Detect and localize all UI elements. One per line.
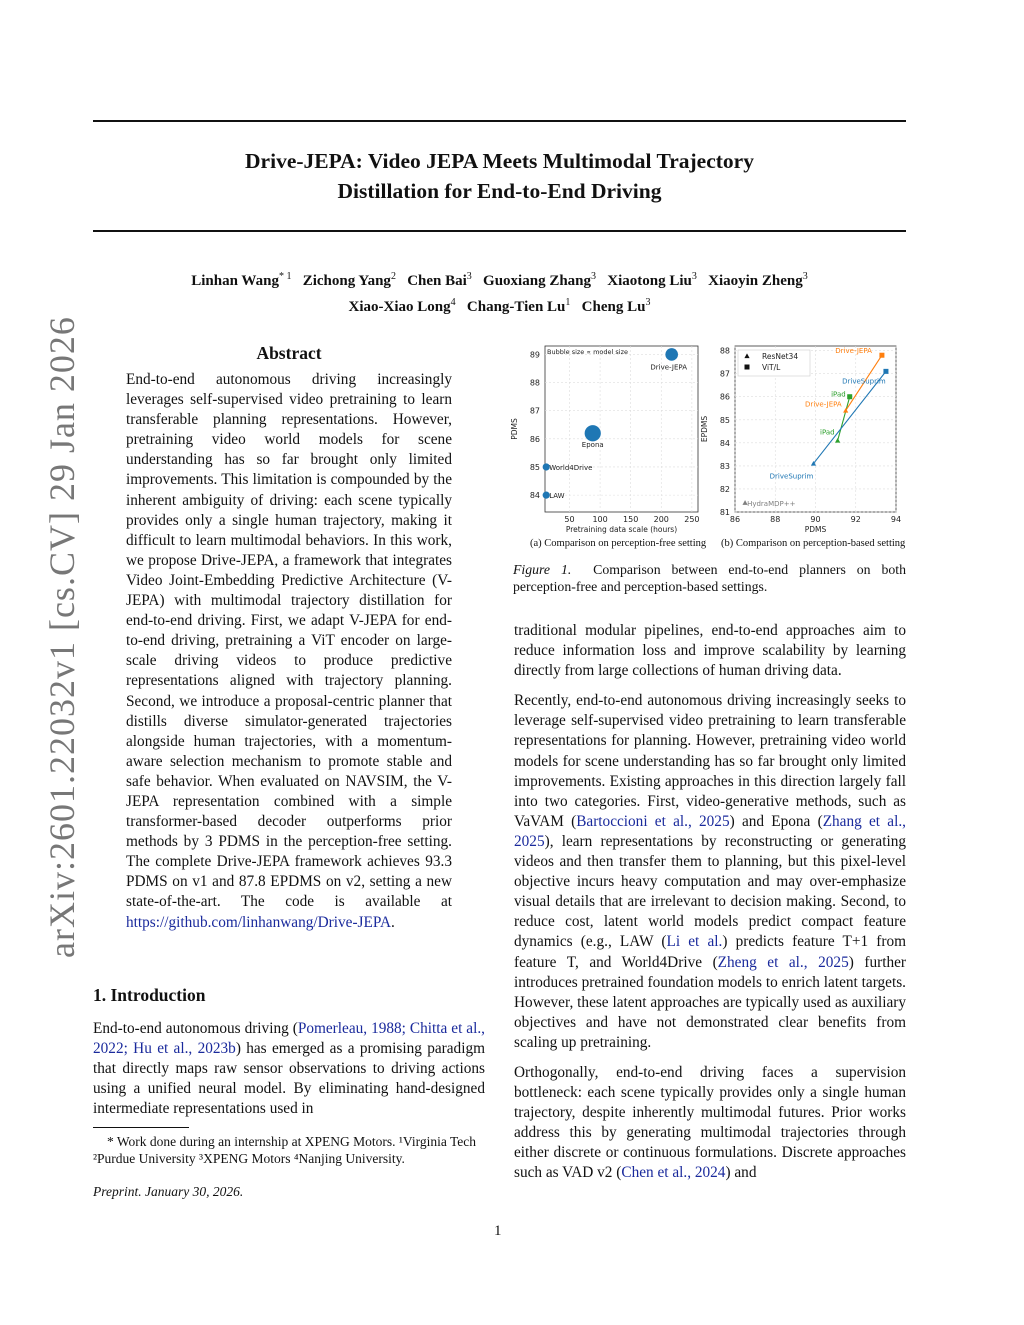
title-top-rule (93, 120, 906, 122)
data-point (835, 438, 840, 443)
x-tick-label: 250 (684, 515, 700, 524)
x-tick-label: 88 (770, 515, 781, 524)
preprint-date: Preprint. January 30, 2026. (93, 1184, 244, 1199)
y-axis-label: PDMS (510, 418, 519, 440)
x-tick-label: 100 (592, 515, 608, 524)
point-label: Epona (581, 441, 604, 450)
y-axis-label: EPDMS (700, 415, 709, 443)
citation-link[interactable]: Li et al. (666, 933, 723, 951)
citation-link[interactable]: Chen et al., 2024 (621, 1164, 726, 1182)
point-label: DriveSuprim (769, 472, 814, 481)
citation-link[interactable]: Bartoccioni et al., 2025 (576, 812, 730, 830)
figure-1b (700, 342, 908, 542)
point-label: DriveSuprim (842, 377, 886, 386)
subcaption-b: (b) Comparison on perception-based setting (721, 538, 906, 549)
data-point (665, 348, 678, 361)
author-name: Zichong Yang (302, 273, 391, 289)
x-tick-label: 86 (729, 515, 741, 524)
figure-label: Figure 1. (513, 562, 572, 577)
chart-perception-based (700, 342, 908, 542)
footnote-rule (93, 1127, 189, 1128)
author-name: Guoxiang Zhang (483, 273, 592, 289)
author-name: Xiaotong Liu (607, 273, 692, 289)
y-tick-label: 81 (719, 508, 730, 517)
y-tick-label: 89 (529, 350, 540, 360)
x-tick-label: 150 (623, 515, 639, 524)
x-tick-label: 94 (890, 515, 902, 524)
subcaption-a: (a) Comparison on perception-free setting (530, 538, 707, 549)
y-tick-label: 84 (529, 491, 540, 501)
paper-title (93, 146, 906, 206)
arxiv-identifier: arXiv:2601.22032v1 [cs.CV] 29 Jan 2026 (42, 316, 82, 958)
x-tick-label: 50 (564, 515, 575, 524)
point-label: LAW (549, 492, 565, 501)
x-axis-label: PDMS (804, 525, 827, 534)
data-point (883, 369, 888, 374)
x-tick-label: 90 (810, 515, 821, 524)
figure-1a (510, 342, 710, 542)
author-name: Xiao-Xiao Long (348, 299, 451, 315)
citation-link[interactable]: Zhang et al., 2025 (514, 812, 906, 850)
y-tick-label: 83 (719, 461, 730, 471)
x-tick-label: 200 (653, 515, 669, 524)
point-label: iPad (820, 428, 835, 437)
y-tick-label: 85 (719, 415, 730, 425)
footnote-affiliations: * Work done during an internship at XPENG Motors. ¹Virginia Tech ²Purdue University ³XPENG Motors ⁴Nanjing University. (93, 1134, 477, 1166)
author-list: Linhan Wang$^{* 1}$ Zichong Yang$^2$ Chen Bai$^3$ Guoxiang Zhang$^3$ Xiaotong Liu$^3$ Xiaoyin Zheng$^3$ Xiao-Xiao Long$^4$ Chang-Tien Lu$^1$ Cheng Lu$^3$ (191, 271, 808, 315)
y-tick-label: 87 (719, 369, 730, 379)
intro-paragraph: End-to-end autonomous driving (Pomerleau, 1988; Chitta et al., 2022; Hu et al., 2023b) has emerged as a promising paradigm that directly maps raw sensor observations to driving actions using a unified neural model. By eliminating hand-designed intermediate representations used in (93, 1020, 485, 1118)
y-tick-label: 86 (529, 434, 540, 444)
legend-label: ViT/L (762, 363, 781, 372)
title-line-2: Distillation for End-to-End Driving (337, 179, 662, 203)
data-point (879, 353, 884, 358)
y-tick-label: 88 (529, 378, 540, 388)
author-name: Linhan Wang (191, 273, 279, 289)
citation-link[interactable]: Zheng et al., 2025 (717, 953, 849, 971)
point-label: Drive-JEPA (650, 363, 688, 372)
title-line-1: Drive-JEPA: Video JEPA Meets Multimodal Trajectory (245, 149, 754, 173)
author-name: Cheng Lu (581, 299, 646, 315)
code-link[interactable]: https://github.com/linhanwang/Drive-JEPA (126, 913, 391, 931)
legend-label: ResNet34 (762, 352, 799, 361)
right-column (514, 621, 906, 1184)
y-tick-label: 84 (719, 438, 730, 448)
abstract-text: End-to-end autonomous driving increasingly leverages self-supervised video pretraining to learn transferable planning representations. However, pretraining video world models for scene understanding has so far brought only limited improvements. This limitation is compounded by the inherent ambiguity of driving: each scene typically provides only a single human trajectory, making it difficult to learn multimodal behaviors. In this work, we propose Drive-JEPA, a framework that integrates Video Joint-Embedding Predictive Architecture (V-JEPA) with multimodal trajectory distillation for end-to-end driving. First, we adapt V-JEPA for end-to-end driving, pretraining a ViT encoder on large-scale driving videos to produce predictive representations aligned with trajectory planning. Second, we introduce a proposal-centric planner that distills diverse simulator-generated trajectories alongside human trajectories, with a momentum-aware selection mechanism to promote stable and safe behavior. When evaluated on NAVSIM, the V-JEPA representation combined with a simple transformer-based decoder outperforms prior methods by 3 PDMS in the perception-free setting. The complete Drive-JEPA framework achieves 93.3 PDMS on v1 and 87.8 EPDMS on v2, setting a new state-of-the-art. The code is available at (126, 371, 452, 911)
y-tick-label: 88 (719, 346, 730, 356)
point-label: Drive-JEPA (805, 400, 842, 409)
point-label: iPad (831, 390, 846, 399)
y-tick-label: 82 (719, 484, 730, 494)
abstract-body: End-to-end autonomous driving increasingly leverages self-supervised video pretraining to learn transferable planning representations. However, pretraining video world models for scene understanding has so far brought only limited improvements. This limitation is compounded by the inherent ambiguity of driving: each scene typically provides only a single human trajectory, making it difficult to learn multimodal behaviors. In this work, we propose Drive-JEPA, a framework that integrates Video Joint-Embedding Predictive Architecture (V-JEPA) with multimodal trajectory distillation for end-to-end driving. First, we adapt V-JEPA for end-to-end driving, pretraining a ViT encoder on large-scale driving videos to produce predictive representations aligned with trajectory planning. Second, we introduce a proposal-centric planner that distills diverse simulator-generated trajectories alongside human trajectories, with a momentum-aware selection mechanism to promote stable and safe behavior. When evaluated on NAVSIM, the V-JEPA representation combined with a simple transformer-based decoder outperforms prior methods by 3 PDMS in the perception-free setting. The complete Drive-JEPA framework achieves 93.3 PDMS on v1 and 87.8 EPDMS on v2, setting a new state-of-the-art. The code is available at https://github.com/linhanwang/Drive-JEPA. (126, 371, 452, 931)
chart-annotation: Bubble size ∝ model size (547, 348, 628, 356)
y-tick-label: 85 (529, 462, 540, 472)
data-point (847, 394, 852, 399)
point-label: HydraMDP++ (747, 499, 796, 508)
paragraph: Recently, end-to-end autonomous driving increasingly seeks to leverage self-supervised video pretraining to learn transferable representations for planning. However, pretraining video world models for scene understanding has so far brought only limited improvements. Existing approaches in this direction largely fall into two categories. First, video-generative methods, such as VaVAM (Bartoccioni et al., 2025) and Epona (Zhang et al., 2025), learn representations by reconstructing or generating videos and then transfer them to planning, but this pixel-level objective incurs heavy computation and may over-emphasize visual details that are irrelevant to decision making. Second, to reduce cost, latent world models predict compact feature dynamics (e.g., LAW (Li et al.) predicts feature T+1 from feature T, and World4Drive (Zheng et al., 2025) further introduces pretrained foundation models to enrich latent targets. However, these latent approaches are typically used as auxiliary objectives and have not demonstrated clear benefits from scaling up pretraining. (514, 692, 906, 1051)
title-bottom-rule (93, 230, 906, 232)
author-name: Chen Bai (407, 273, 467, 289)
abstract-heading: Abstract (256, 343, 322, 363)
chart-perception-free (510, 342, 710, 542)
section-heading-introduction: 1. Introduction (93, 985, 206, 1005)
y-tick-label: 86 (719, 392, 730, 402)
point-label: World4Drive (549, 463, 593, 472)
paragraph: traditional modular pipelines, end-to-end approaches aim to reduce information loss and improve scalability by learning directly from large collections of human driving data. (514, 622, 906, 680)
data-point (585, 425, 601, 441)
point-label: Drive-JEPA (835, 347, 872, 356)
figure-caption: Figure 1. Comparison between end-to-end planners on both perception-free and perception-based settings. (513, 562, 906, 594)
author-name: Chang-Tien Lu (466, 299, 566, 315)
author-name: Xiaoyin Zheng (708, 273, 803, 289)
x-axis-label: Pretraining data scale (hours) (565, 525, 678, 534)
citation-link[interactable]: Pomerleau, 1988; Chitta et al., 2022; Hu et al., 2023b (93, 1020, 485, 1058)
page-number: 1 (494, 1223, 502, 1239)
paragraph: Orthogonally, end-to-end driving faces a supervision bottleneck: each scene typically provides only a single human trajectory, despite inherently multimodal futures. Prior works address this by generating multimodal trajectories through either discrete or continuous formulations. Discrete approaches such as VAD v2 (Chen et al., 2024) and (514, 1063, 906, 1182)
legend-marker (745, 365, 750, 370)
x-tick-label: 92 (850, 515, 861, 524)
y-tick-label: 87 (529, 406, 540, 416)
